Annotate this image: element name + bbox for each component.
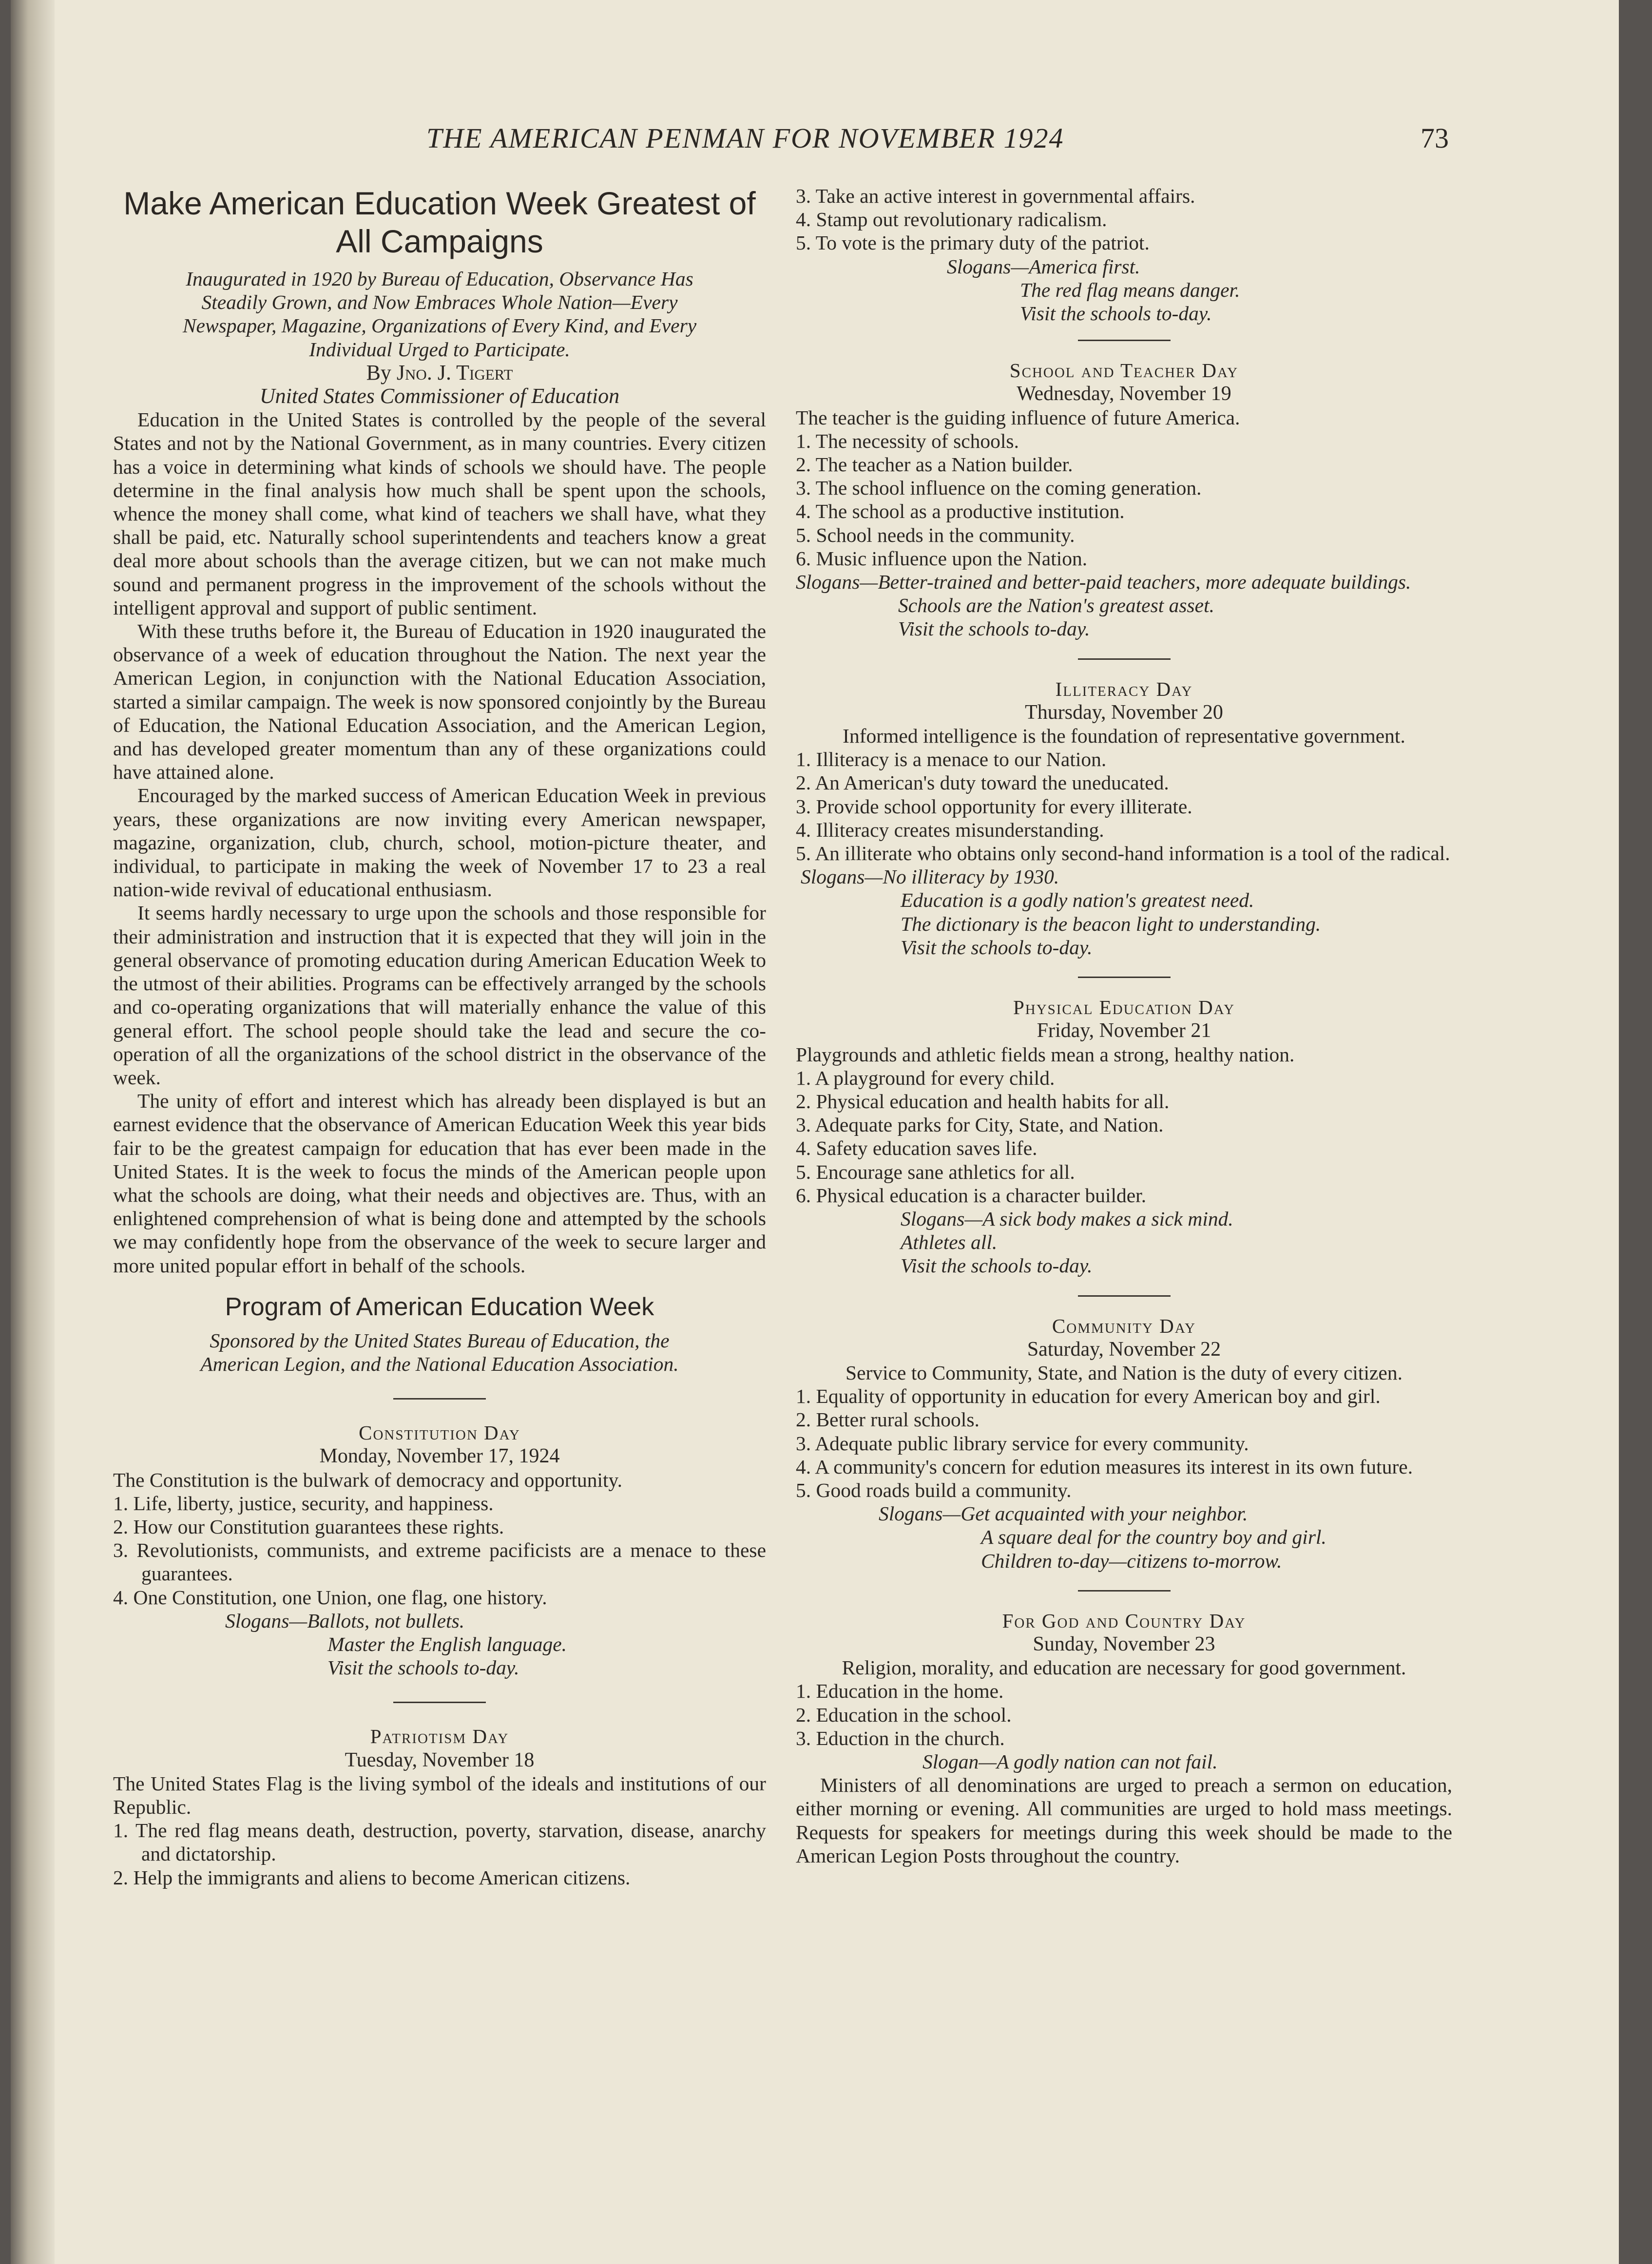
- program-heading: Program of American Education Week: [225, 1292, 654, 1321]
- school-teacher-day-date: Wednesday, November 19: [1017, 383, 1231, 405]
- list-item: 3. Revolutionists, communists, and extreme pacificists are a menace to these guarantees.: [113, 1539, 766, 1585]
- list-item: 3. Adequate parks for City, State, and Nation.: [796, 1113, 1164, 1136]
- section-divider: [393, 1702, 486, 1703]
- slogan-line: Visit the schools to-day.: [1020, 302, 1212, 325]
- deck-line-3: Newspaper, Magazine, Organizations of Every Kind, and Every: [182, 314, 697, 337]
- section-divider: [393, 1398, 486, 1400]
- patriotism-day-date: Tuesday, November 18: [345, 1748, 535, 1771]
- slogan-line: Athletes all.: [901, 1231, 998, 1254]
- article-paragraph-4: It seems hardly necessary to urge upon the schools and those responsible for their administration and instruction that it is expected that they will join in the general observance of promoting education during American Education Week to the utmost of their abilities. Programs can be effectively arranged by the schools and co-operating organizations that will materially enhance the value of this general effort. The school people should take the lead and secure the co-operation of all the organizations of the school district in the observance of the week.: [113, 902, 766, 1089]
- list-item: 5. Encourage sane athletics for all.: [796, 1160, 1075, 1183]
- author-name: Jno. J. Tigert: [396, 360, 513, 384]
- page-gutter-shadow: [11, 0, 55, 2264]
- slogan-line: Schools are the Nation's greatest asset.: [898, 594, 1215, 617]
- god-country-day-title: For God and Country Day: [1002, 1609, 1246, 1632]
- list-item: 4. Illiteracy creates misunderstanding.: [796, 818, 1104, 841]
- section-divider: [1078, 977, 1171, 978]
- slogan-line: Visit the schools to-day.: [901, 1254, 1093, 1277]
- deck-line-4: Individual Urged to Participate.: [309, 338, 570, 361]
- patriotism-day-title: Patriotism Day: [370, 1725, 509, 1748]
- slogan-line: Education is a godly nation's greatest need.: [901, 889, 1254, 912]
- god-country-day-intro: Religion, morality, and education are necessary for good government.: [842, 1656, 1406, 1679]
- constitution-day-title: Constitution Day: [359, 1421, 520, 1444]
- list-item: 5. An illiterate who obtains only second-hand information is a tool of the radical.: [796, 842, 1450, 865]
- physical-education-day-date: Friday, November 21: [1037, 1019, 1211, 1042]
- article-paragraph-2: With these truths before it, the Bureau of Education in 1920 inaugurated the observance of a week of education throughout the Nation. The next year the American Legion, in conjunction with the National Education Association, started a similar campaign. The week is now sponsored conjointly by the Bureau of Education, the National Education Association, and the American Legion, and has developed greater momentum than any of these organizations could have attained alone.: [113, 620, 766, 784]
- list-item: 5. School needs in the community.: [796, 523, 1075, 546]
- list-item: 1. Illiteracy is a menace to our Nation.: [796, 748, 1107, 771]
- byline-prefix: By: [366, 360, 397, 384]
- constitution-day-intro: The Constitution is the bulwark of democracy and opportunity.: [113, 1468, 622, 1491]
- slogan-line: Slogans—A sick body makes a sick mind.: [901, 1207, 1233, 1230]
- list-item: 2. Better rural schools.: [796, 1408, 980, 1431]
- slogan-line: Slogans—Better-trained and better-paid teachers, more adequate buildings.: [796, 571, 1411, 594]
- list-item: 2. An American's duty toward the uneducated.: [796, 771, 1169, 794]
- list-item: 1. Life, liberty, justice, security, and happiness.: [113, 1492, 494, 1515]
- list-item: 4. Safety education saves life.: [796, 1137, 1037, 1160]
- running-title: THE AMERICAN PENMAN FOR NOVEMBER 1924: [426, 122, 1064, 154]
- slogan-line: Slogans—Ballots, not bullets.: [225, 1609, 465, 1632]
- list-item: 1. Equality of opportunity in education for every American boy and girl.: [796, 1385, 1381, 1408]
- list-item: 2. The teacher as a Nation builder.: [796, 453, 1073, 476]
- community-day-date: Saturday, November 22: [1027, 1338, 1221, 1361]
- closing-paragraph: Ministers of all denominations are urged to preach a sermon on education, either morning or evening. All communities are urged to hold mass meetings. Requests for speakers for meetings during this week should be made to the American Legion Posts throughout the country.: [796, 1774, 1452, 1867]
- school-teacher-day-intro: The teacher is the guiding influence of future America.: [796, 406, 1240, 429]
- list-item: 3. Eduction in the church.: [796, 1727, 1005, 1749]
- headline-line-2: All Campaigns: [336, 223, 543, 259]
- illiteracy-day-date: Thursday, November 20: [1025, 701, 1223, 724]
- slogan-line: Master the English language.: [327, 1632, 567, 1655]
- slogan-line: A square deal for the country boy and girl.: [981, 1526, 1326, 1549]
- list-item: 4. One Constitution, one Union, one flag, one history.: [113, 1586, 547, 1609]
- list-item: 5. Good roads build a community.: [796, 1478, 1072, 1501]
- list-item: 4. The school as a productive institution.: [796, 500, 1125, 523]
- list-item: 1. The necessity of schools.: [796, 429, 1019, 452]
- list-item: 6. Physical education is a character builder.: [796, 1184, 1147, 1207]
- community-day-intro: Service to Community, State, and Nation is the duty of every citizen.: [845, 1361, 1402, 1384]
- sponsor-line-2: American Legion, and the National Education Association.: [200, 1352, 679, 1375]
- slogan-line: Slogans—Get acquainted with your neighbor.: [879, 1502, 1248, 1525]
- slogan-line: The red flag means danger.: [1020, 278, 1240, 301]
- slogan-line: Visit the schools to-day.: [327, 1656, 519, 1679]
- section-divider: [1078, 1295, 1171, 1297]
- slogan-line: Slogan—A godly nation can not fail.: [922, 1750, 1218, 1773]
- slogan-line: Visit the schools to-day.: [901, 936, 1093, 959]
- program-sponsor: [113, 1329, 766, 1376]
- author-title: United States Commissioner of Education: [259, 384, 620, 408]
- god-country-day-date: Sunday, November 23: [1033, 1632, 1215, 1655]
- slogan-line: Slogans—America first.: [947, 255, 1140, 278]
- page-number: 73: [1421, 122, 1449, 154]
- list-item: 4. Stamp out revolutionary radicalism.: [796, 208, 1107, 231]
- constitution-day-date: Monday, November 17, 1924: [319, 1445, 560, 1468]
- physical-education-day-intro: Playgrounds and athletic fields mean a strong, healthy nation.: [796, 1043, 1295, 1066]
- article-paragraph-3: Encouraged by the marked success of American Education Week in previous years, these organizations are now inviting every American newspaper, magazine, organization, club, church, school, motion-picture theater, and individual, to participate in making the week of November 17 to 23 a real nation-wide revival of educational enthusiasm.: [113, 784, 766, 901]
- section-divider: [1078, 1590, 1171, 1592]
- list-item: 1. A playground for every child.: [796, 1066, 1055, 1089]
- list-item: 4. A community's concern for edution measures its interest in its own future.: [796, 1455, 1413, 1478]
- illiteracy-day-title: Illiteracy Day: [1055, 677, 1193, 700]
- sponsor-line-1: Sponsored by the United States Bureau of Education, the: [210, 1329, 670, 1352]
- article-paragraph-5: The unity of effort and interest which has already been displayed is but an earnest evidence that the observance of American Education Week this year bids fair to be the greatest campaign for education that has ever been made in the United States. It is the week to focus the minds of the American people upon what the schools are doing, what their needs and objectives are. Thus, with an enlightened comprehension of what is being done and attempted by the schools we may confidently hope from the observance of the week to secure larger and more united popular effort in behalf of the schools.: [113, 1090, 766, 1277]
- right-column: [796, 184, 1452, 1867]
- article-paragraph-1: Education in the United States is controlled by the people of the several States and not by the National Government, as in many countries. Every citizen has a voice in determining what kinds of schools we should have. The people determine in the final analysis how much shall be spent upon the schools, whence the money shall come, what kind of teachers we shall have, what they shall be paid, etc. Naturally school superintendents and teachers know a great deal more about schools than the average citizen, but we can not make much sound and permanent progress in the improvement of the schools without the intelligent approval and support of public sentiment.: [113, 408, 766, 619]
- deck-line-2: Steadily Grown, and Now Embraces Whole Nation—Every: [201, 291, 678, 314]
- headline-line-1: Make American Education Week Greatest of: [123, 185, 756, 221]
- school-teacher-day-title: School and Teacher Day: [1009, 359, 1239, 382]
- list-item: 3. Adequate public library service for every community.: [796, 1432, 1249, 1455]
- illiteracy-day-intro: Informed intelligence is the foundation of representative government.: [843, 725, 1405, 748]
- patriotism-day-intro: The United States Flag is the living symbol of the ideals and institutions of our Republic.: [113, 1772, 766, 1818]
- list-item: 2. Physical education and health habits for all.: [796, 1090, 1170, 1113]
- slogan-line: Children to-day—citizens to-morrow.: [981, 1549, 1282, 1572]
- byline: [113, 361, 766, 384]
- community-day-title: Community Day: [1052, 1314, 1196, 1337]
- article-headline: [113, 184, 766, 260]
- list-item: 2. How our Constitution guarantees these rights.: [113, 1515, 504, 1538]
- list-item: 2. Education in the school.: [796, 1703, 1012, 1726]
- list-item: 1. The red flag means death, destruction, poverty, starvation, disease, anarchy and dictatorship.: [113, 1819, 766, 1865]
- left-column: [113, 184, 766, 1889]
- list-item: 5. To vote is the primary duty of the patriot.: [796, 231, 1150, 254]
- article-deck: [113, 267, 766, 361]
- list-item: 6. Music influence upon the Nation.: [796, 547, 1088, 570]
- list-item: 2. Help the immigrants and aliens to become American citizens.: [113, 1866, 631, 1889]
- slogan-line: Slogans—No illiteracy by 1930.: [801, 865, 1059, 888]
- deck-line-1: Inaugurated in 1920 by Bureau of Education, Observance Has: [186, 268, 693, 290]
- physical-education-day-title: Physical Education Day: [1013, 996, 1235, 1019]
- list-item: 3. Provide school opportunity for every illiterate.: [796, 795, 1192, 818]
- slogan-line: Visit the schools to-day.: [898, 617, 1090, 640]
- section-divider: [1078, 658, 1171, 660]
- list-item: 3. The school influence on the coming generation.: [796, 477, 1202, 499]
- list-item: 1. Education in the home.: [796, 1680, 1004, 1703]
- slogan-line: The dictionary is the beacon light to understanding.: [901, 912, 1321, 935]
- list-item: 3. Take an active interest in governmental affairs.: [796, 185, 1195, 207]
- section-divider: [1078, 340, 1171, 341]
